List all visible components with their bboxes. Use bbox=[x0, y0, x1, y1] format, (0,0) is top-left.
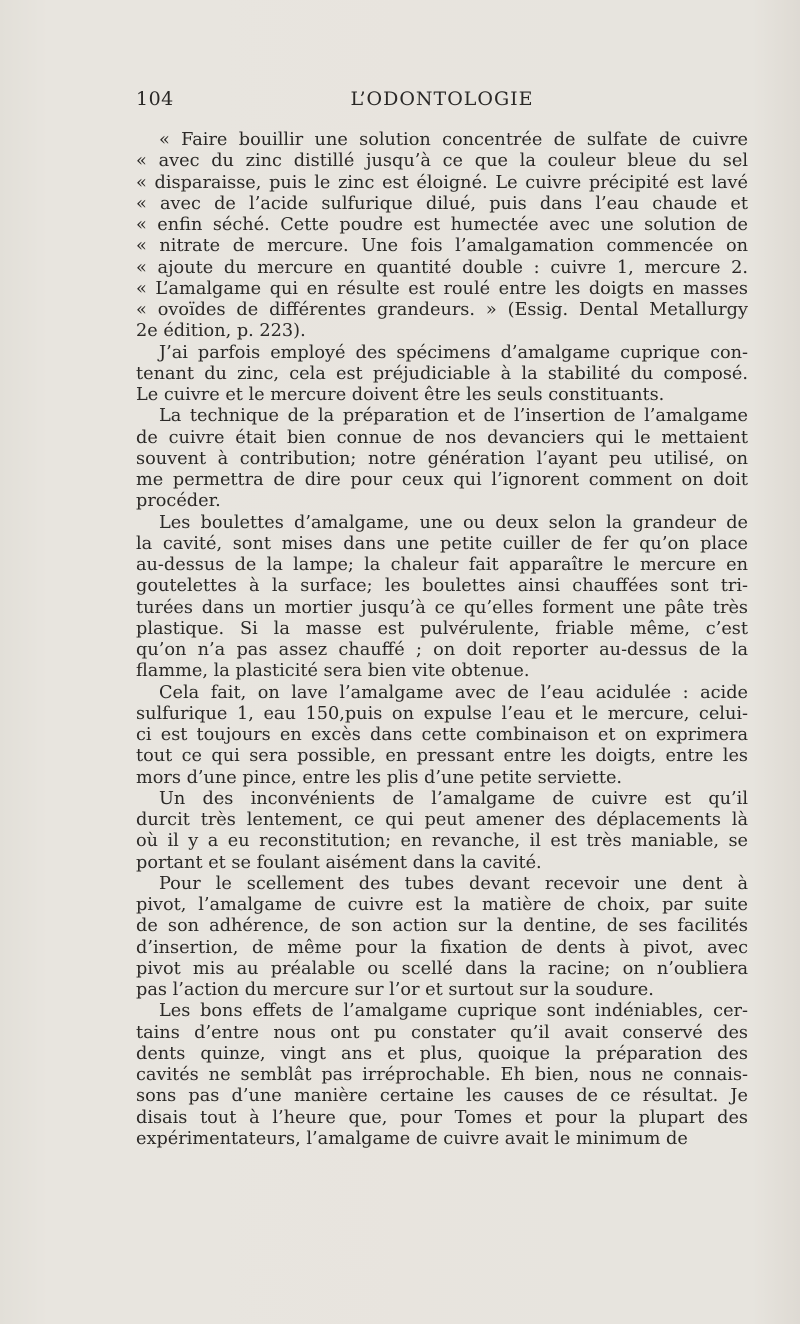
text-line: Les boulettes d’amalgame, une ou deux selon la grandeur de bbox=[159, 512, 748, 533]
text-line: la cavité, sont mises dans une petite cuiller de fer qu’on place bbox=[136, 533, 748, 554]
text-line: au-dessus de la lampe; la chaleur fait apparaître le mercure en bbox=[136, 555, 748, 575]
paragraph bbox=[136, 343, 748, 407]
text-line: tains d’entre nous ont pu constater qu’il avait conservé des bbox=[136, 1022, 748, 1043]
text-line: « ovoïdes de différentes grandeurs. » (Essig. Dental Metallurgy bbox=[136, 300, 748, 320]
text-line: pivot, l’amalgame de cuivre est la matière de choix, par suite bbox=[136, 895, 748, 915]
text-line: « enfin séché. Cette poudre est humectée avec une solution de bbox=[136, 215, 748, 235]
text-line: durcit très lentement, ce qui peut amener des déplacements là bbox=[136, 810, 748, 830]
text-line: cavités ne semblât pas irréprochable. Eh bien, nous ne connais- bbox=[136, 1065, 748, 1085]
text-line: Pour le scellement des tubes devant recevoir une dent à bbox=[159, 873, 748, 894]
paragraph bbox=[136, 789, 748, 874]
text-line: goutelettes à la surface; les boulettes ainsi chauffées sont tri- bbox=[136, 576, 748, 597]
text-line: « avec de l’acide sulfurique dilué, puis dans l’eau chaude et bbox=[136, 193, 748, 214]
text-line: de cuivre était bien connue de nos devanciers qui le mettaient bbox=[136, 427, 748, 448]
text-line: portant et se foulant aisément dans la cavité. bbox=[136, 852, 542, 873]
paragraph bbox=[136, 1001, 748, 1150]
text-line: mors d’une pince, entre les plis d’une petite serviette. bbox=[136, 767, 623, 788]
text-line: qu’on n’a pas assez chauffé ; on doit reporter au-dessus de la bbox=[136, 640, 748, 660]
paragraph bbox=[136, 406, 748, 512]
text-line: J’ai parfois employé des spécimens d’amalgame cuprique con- bbox=[159, 342, 748, 363]
text-line: « avec du zinc distillé jusqu’à ce que la couleur bleue du sel bbox=[136, 151, 748, 172]
paragraph bbox=[136, 683, 748, 789]
text-line: Le cuivre et le mercure doivent être les seuls constituants. bbox=[136, 385, 665, 405]
text-line: expérimentateurs, l’amalgame de cuivre avait le minimum de bbox=[136, 1128, 688, 1149]
text-line: flamme, la plasticité sera bien vite obtenue. bbox=[136, 661, 530, 682]
text-line: disais tout à l’heure que, pour Tomes et pour la plupart des bbox=[136, 1107, 748, 1128]
text-line: Les bons effets de l’amalgame cuprique sont indéniables, cer- bbox=[159, 1001, 748, 1022]
text-line: dents quinze, vingt ans et plus, quoique la préparation des bbox=[136, 1043, 748, 1064]
text-line: turées dans un mortier jusqu’à ce qu’elles forment une pâte très bbox=[136, 597, 748, 618]
text-line: de son adhérence, de son action sur la dentine, de ses facilités bbox=[136, 916, 748, 937]
running-title: L’ODONTOLOGIE bbox=[350, 88, 534, 110]
text-line: me permettra de dire pour ceux qui l’ignorent comment on doit bbox=[136, 470, 748, 490]
text-line: d’insertion, de même pour la fixation de dents à pivot, avec bbox=[136, 937, 748, 958]
text-line: souvent à contribution; notre génération l’ayant peu utilisé, on bbox=[136, 448, 748, 469]
text-line: pas l’action du mercure sur l’or et surtout sur la soudure. bbox=[136, 980, 654, 1000]
text-line: « L’amalgame qui en résulte est roulé entre les doigts en masses bbox=[136, 278, 748, 299]
text-line: « Faire bouillir une solution concentrée de sulfate de cuivre bbox=[159, 130, 748, 150]
text-line: procéder. bbox=[136, 491, 221, 512]
text-line: « disparaisse, puis le zinc est éloigné. Le cuivre précipité est lavé bbox=[136, 172, 748, 193]
text-line: où il y a eu reconstitution; en revanche, il est très maniable, se bbox=[136, 831, 748, 852]
text-line: Cela fait, on lave l’amalgame avec de l’eau acidulée : acide bbox=[159, 682, 748, 703]
text-line: ci est toujours en excès dans cette combinaison et on exprimera bbox=[136, 725, 748, 745]
body-text bbox=[136, 130, 748, 1150]
text-line: tout ce qui sera possible, en pressant entre les doigts, entre les bbox=[136, 746, 748, 767]
text-line: « ajoute du mercure en quantité double : cuivre 1, mercure 2. bbox=[136, 257, 748, 278]
text-line: pivot mis au préalable ou scellé dans la racine; on n’oubliera bbox=[136, 958, 748, 979]
text-line: sons pas d’une manière certaine les causes de ce résultat. Je bbox=[136, 1086, 748, 1107]
paragraph bbox=[136, 874, 748, 1002]
paragraph bbox=[136, 130, 748, 343]
text-line: « nitrate de mercure. Une fois l’amalgamation commencée on bbox=[136, 236, 748, 257]
text-line: La technique de la préparation et de l’insertion de l’amalgame bbox=[159, 406, 748, 427]
text-line: sulfurique 1, eau 150,puis on expulse l’eau et le mercure, celui- bbox=[136, 703, 748, 724]
text-line: tenant du zinc, cela est préjudiciable à la stabilité du composé. bbox=[136, 363, 748, 384]
text-line: Un des inconvénients de l’amalgame de cuivre est qu’il bbox=[159, 788, 748, 809]
text-line: 2e édition, p. 223). bbox=[136, 321, 306, 342]
paragraph bbox=[136, 513, 748, 683]
text-line: plastique. Si la masse est pulvérulente, friable même, c’est bbox=[136, 618, 748, 639]
page-header bbox=[136, 88, 748, 116]
page-number: 104 bbox=[136, 88, 174, 110]
